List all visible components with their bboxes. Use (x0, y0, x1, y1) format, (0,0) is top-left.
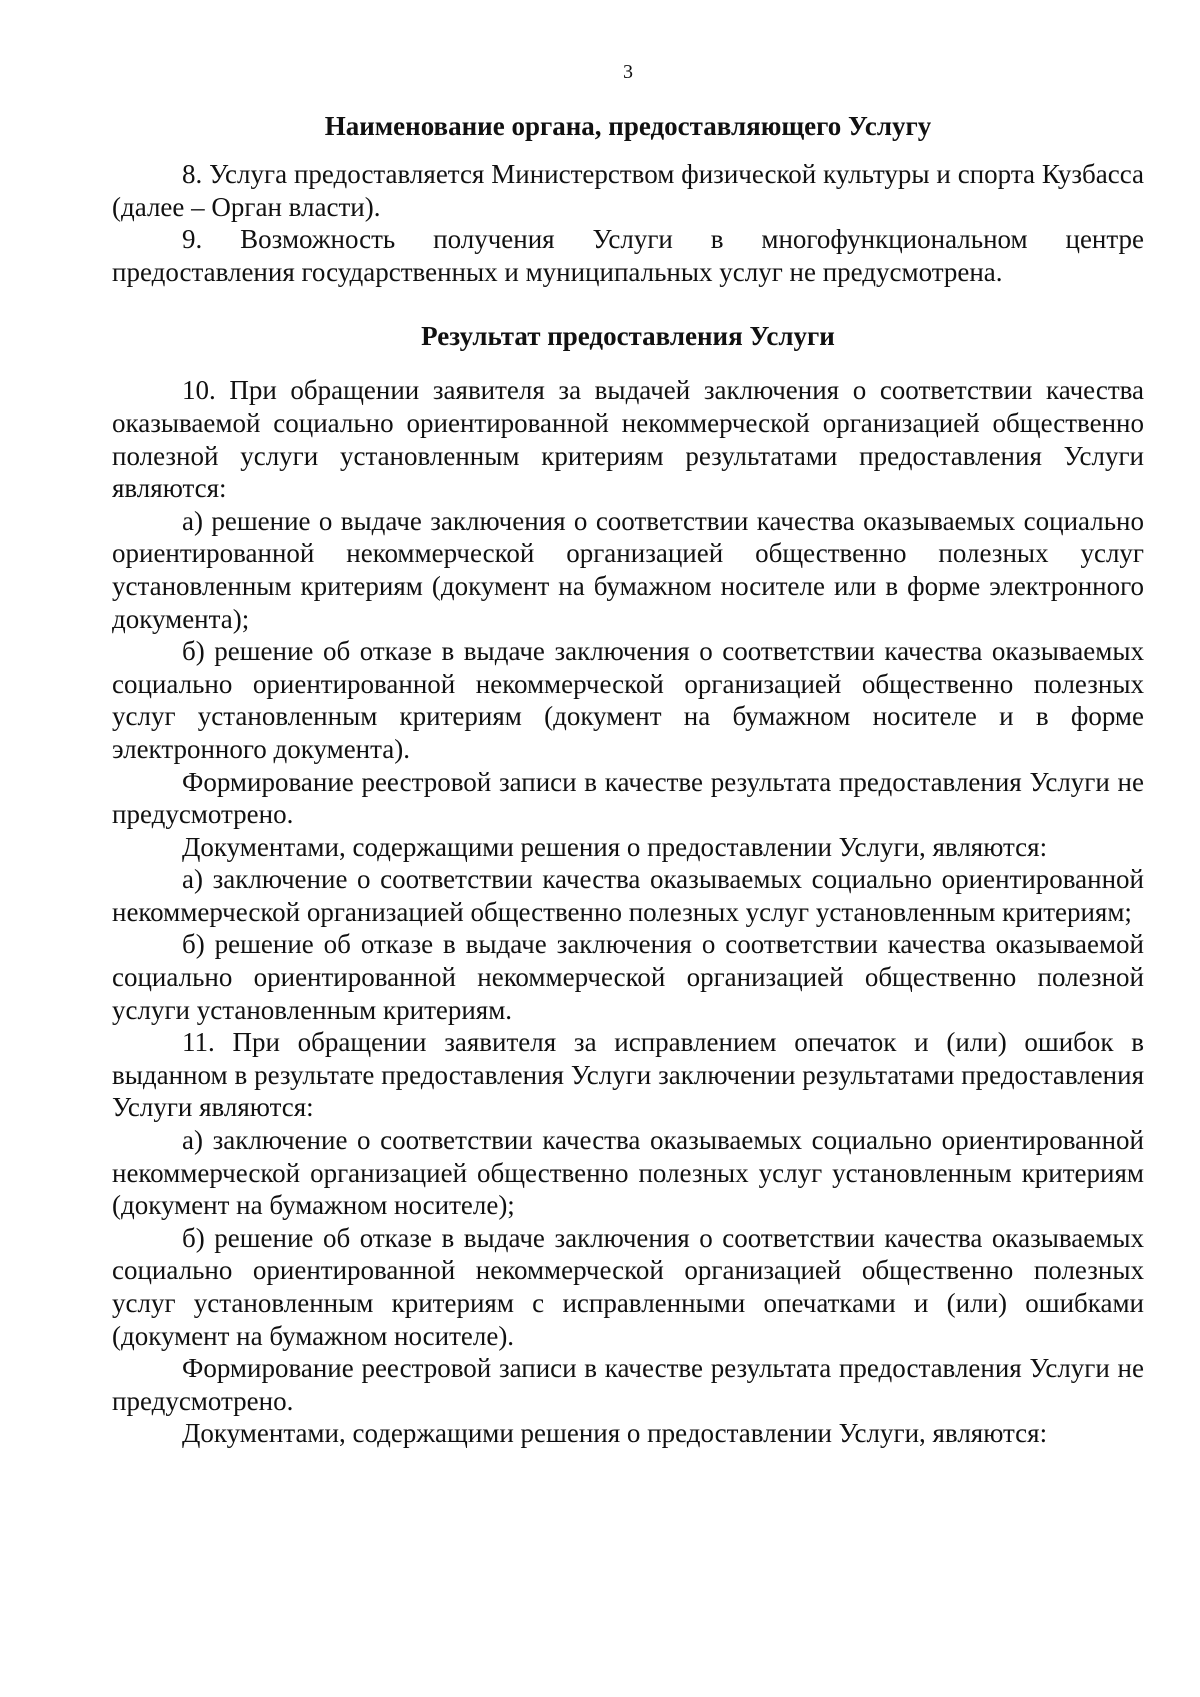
paragraph-10-item-b: б) решение об отказе в выдаче заключения о соответствии качества оказываемых социально ориентированной некоммерческой организацией общественно полезных услуг установленным критериям (документ на бумажном носителе и в форме электронного документа). (112, 636, 1144, 764)
paragraph-11-item-a: а) заключение о соответствии качества оказываемых социально ориентированной некоммерческой организацией общественно полезных услуг установленным критериям (документ на бумажном носителе); (112, 1125, 1144, 1221)
paragraph-11: 11. При обращении заявителя за исправлением опечаток и (или) ошибок в выданном в результате предоставления Услуги заключении результатами предоставления Услуги являются: (112, 1027, 1144, 1123)
paragraph-10: 10. При обращении заявителя за выдачей заключения о соответствии качества оказываемой социально ориентированной некоммерческой организацией общественно полезной услуги установленным критериям результатами предоставления Услуги являются: (112, 375, 1144, 504)
paragraph-10-registry-note: Формирование реестровой записи в качестве результата предоставления Услуги не предусмотрено. (112, 766, 1144, 830)
page-number: 3 (623, 61, 633, 83)
document-page (112, 60, 1144, 1450)
section-heading-result: Результат предоставления Услуги (421, 321, 835, 352)
paragraph-10-documents-item-a: а) заключение о соответствии качества оказываемых социально ориентированной некоммерческой организацией общественно полезных услуг установленным критериям; (112, 864, 1144, 927)
paragraph-11-registry-note: Формирование реестровой записи в качестве результата предоставления Услуги не предусмотрено. (112, 1353, 1144, 1416)
paragraph-11-documents-intro: Документами, содержащими решения о предоставлении Услуги, являются: (182, 1418, 1048, 1449)
paragraph-9: 9. Возможность получения Услуги в многофункциональном центре предоставления государственных и муниципальных услуг не предусмотрена. (112, 224, 1144, 287)
paragraph-11-item-b: б) решение об отказе в выдаче заключения о соответствии качества оказываемых социально ориентированной некоммерческой организацией общественно полезных услуг установленным критериям с исправленными опечатками и (или) ошибками (документ на бумажном носителе). (112, 1222, 1144, 1351)
paragraph-10-item-a: а) решение о выдаче заключения о соответствии качества оказываемых социально ориентированной некоммерческой организацией общественно полезных услуг установленным критериям (документ на бумажном носителе или в форме электронного документа); (112, 505, 1144, 634)
section-heading-organ: Наименование органа, предоставляющего Услугу (324, 111, 932, 141)
paragraph-10-documents-intro: Документами, содержащими решения о предоставлении Услуги, являются: (182, 831, 1048, 862)
paragraph-8: 8. Услуга предоставляется Министерством физической культуры и спорта Кузбасса (далее – Орган власти). (112, 159, 1144, 222)
paragraph-10-documents-item-b: б) решение об отказе в выдаче заключения о соответствии качества оказываемой социально ориентированной некоммерческой организацией общественно полезной услуги установленным критериям. (112, 929, 1144, 1025)
